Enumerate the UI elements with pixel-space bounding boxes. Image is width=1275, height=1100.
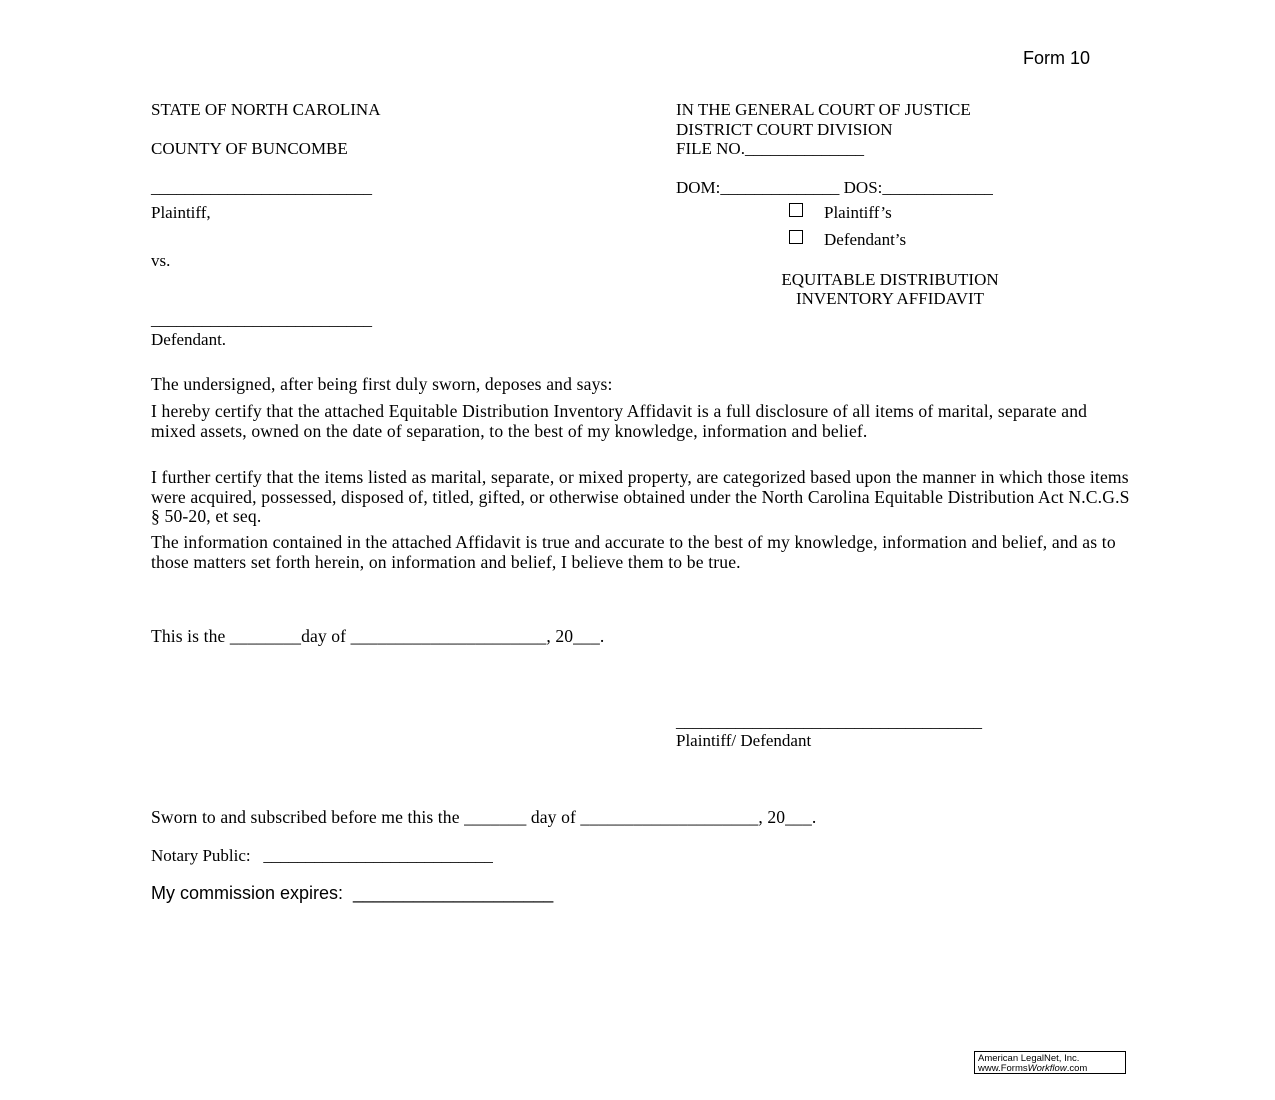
plaintiff-blank[interactable]: __________________________ bbox=[151, 178, 372, 197]
defendants-checkbox[interactable] bbox=[789, 230, 803, 244]
notary-public-line[interactable]: Notary Public: ___________________________ bbox=[151, 846, 493, 865]
publisher-url[interactable]: www.FormsWorkflow.com bbox=[978, 1063, 1088, 1074]
file-number-field[interactable]: FILE NO.______________ bbox=[676, 139, 864, 158]
sworn-subscribed-line[interactable]: Sworn to and subscribed before me this the _______ day of ____________________, 20___. bbox=[151, 807, 817, 827]
plaintiff-label: Plaintiff, bbox=[151, 203, 211, 222]
court-line-1: IN THE GENERAL COURT OF JUSTICE bbox=[676, 100, 971, 119]
document-title-line-2: INVENTORY AFFIDAVIT bbox=[795, 289, 985, 308]
signature-label: Plaintiff/ Defendant bbox=[676, 731, 812, 750]
defendant-blank[interactable]: __________________________ bbox=[151, 310, 372, 329]
certification-paragraph-3: The information contained in the attached Affidavit is true and accurate to the best of my knowledge, information and belief, and as to those matters set forth herein, on information and belief, I believe them to be true. bbox=[151, 532, 1116, 572]
document-title-line-1: EQUITABLE DISTRIBUTION bbox=[781, 270, 999, 289]
publisher-footer-box bbox=[974, 1051, 1126, 1074]
certification-paragraph-2: I further certify that the items listed as marital, separate, or mixed property, are categorized based upon the manner in which those items were acquired, possessed, disposed of, titled, gifted, or otherwise obtained under the North Carolina Equitable Distribution Act N.C.G.S § 50-20, et seq. bbox=[151, 467, 1130, 526]
dom-dos-fields[interactable]: DOM:______________ DOS:_____________ bbox=[676, 178, 993, 197]
plaintiffs-checkbox[interactable] bbox=[789, 203, 803, 217]
signature-line[interactable]: ____________________________________ bbox=[676, 712, 982, 731]
intro-statement: The undersigned, after being first duly sworn, deposes and says: bbox=[151, 374, 613, 394]
county-label: COUNTY OF BUNCOMBE bbox=[151, 139, 348, 158]
court-line-2: DISTRICT COURT DIVISION bbox=[676, 120, 893, 139]
certification-paragraph-1: I hereby certify that the attached Equitable Distribution Inventory Affidavit is a full disclosure of all items of marital, separate and mixed assets, owned on the date of separation, to the best of my knowledge, information and belief. bbox=[151, 401, 1088, 441]
state-label: STATE OF NORTH CAROLINA bbox=[151, 100, 381, 119]
plaintiffs-checkbox-label: Plaintiff’s bbox=[824, 203, 892, 222]
vs-label: vs. bbox=[151, 251, 171, 270]
form-number: Form 10 bbox=[1023, 48, 1091, 68]
defendant-label: Defendant. bbox=[151, 330, 227, 349]
defendants-checkbox-label: Defendant’s bbox=[824, 230, 907, 249]
execution-date-line[interactable]: This is the ________day of ______________________, 20___. bbox=[151, 626, 605, 646]
publisher-name: American LegalNet, Inc. bbox=[978, 1053, 1080, 1064]
commission-expires-line[interactable]: My commission expires: ____________________ bbox=[151, 883, 554, 903]
